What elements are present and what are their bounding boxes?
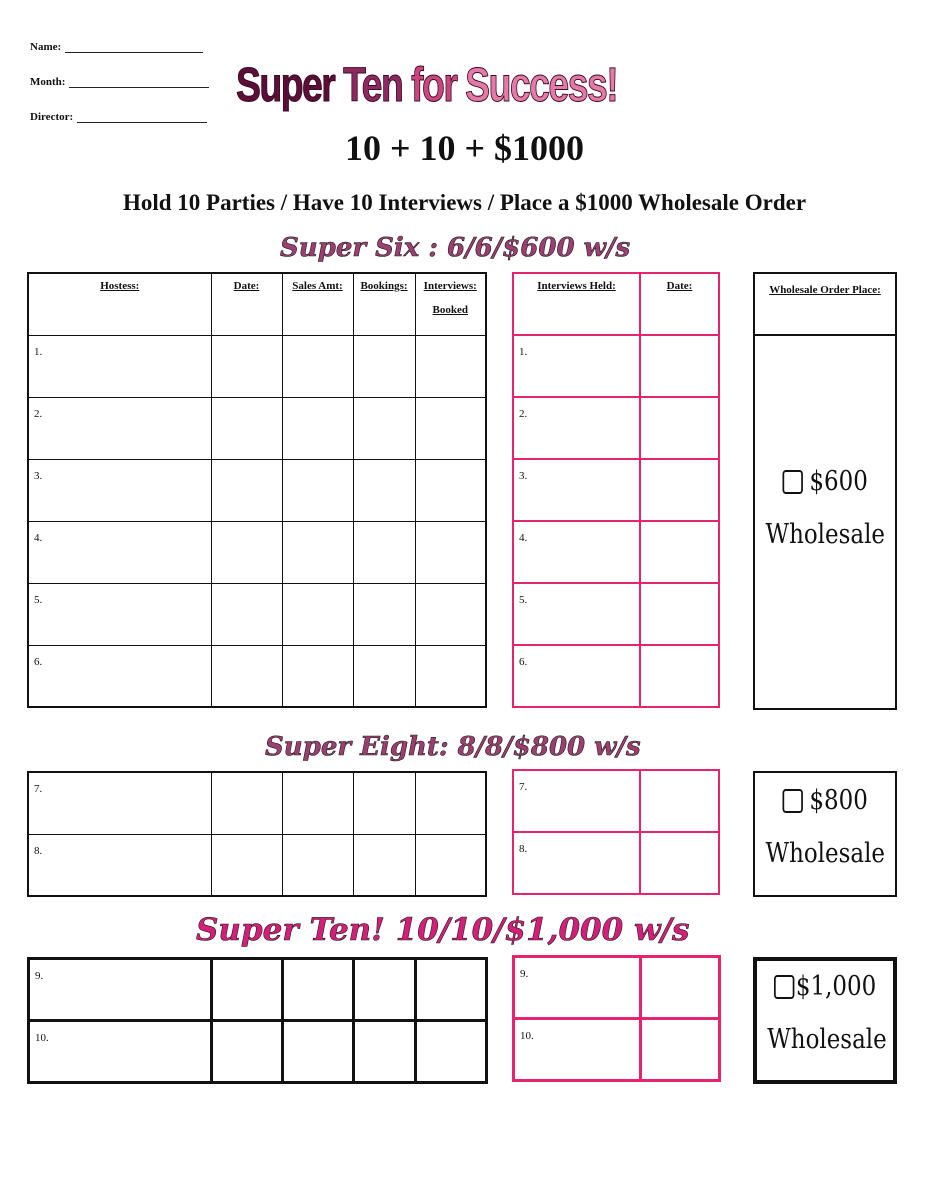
row-number: 3. (519, 470, 528, 482)
party-table-eight (27, 771, 487, 897)
table-row[interactable] (28, 583, 486, 645)
wholesale-header: Wholesale Order Place: (755, 274, 895, 336)
interview-table-six (512, 272, 720, 708)
formula-heading: 10 + 10 + $1000 (344, 128, 585, 168)
row-number: 6. (34, 655, 43, 668)
hostess-header: Hostess: (28, 273, 211, 335)
amount-800: $800 (809, 785, 868, 816)
table-row[interactable] (28, 335, 486, 397)
interviews-booked-header (415, 273, 486, 335)
row-number: 9. (520, 968, 529, 980)
interviews-header-line1: Interviews: (423, 280, 477, 292)
interviews-held-header: Interviews Held: (513, 273, 640, 335)
table-row[interactable] (28, 397, 486, 459)
row-number: 7. (519, 781, 528, 793)
wholesale-label-1000: Wholesale (767, 1024, 887, 1055)
table-row[interactable] (29, 1021, 487, 1083)
row-number: 1. (519, 346, 528, 358)
goals-heading: Hold 10 Parties / Have 10 Interviews / Place a $1000 Wholesale Order (122, 190, 807, 215)
page-title (236, 58, 617, 113)
wholesale-1000-checkbox-row[interactable] (767, 971, 883, 1002)
amount-600: $600 (809, 466, 868, 497)
director-line[interactable] (77, 110, 207, 123)
amount-1000: $1,000 (795, 971, 877, 1002)
table-row[interactable] (28, 521, 486, 583)
title-word-3: for (411, 59, 457, 112)
checkbox-800[interactable] (782, 789, 802, 813)
wholesale-box-600 (753, 272, 897, 710)
director-label: Director: (30, 111, 74, 123)
super-ten-banner: Super Ten! 10/10/$1,000 w/s (196, 912, 690, 948)
table-row[interactable] (513, 832, 719, 894)
wholesale-box-800 (753, 771, 897, 897)
party-table-six (27, 272, 487, 708)
row-number: 10. (35, 1032, 49, 1044)
date-header: Date: (211, 273, 282, 335)
wholesale-600-checkbox-row[interactable] (766, 466, 885, 497)
interview-header-row (513, 273, 719, 335)
row-number: 6. (519, 656, 528, 668)
super-eight-banner: Super Eight: 8/8/$800 w/s (265, 732, 641, 762)
title-word-1: Super (236, 59, 335, 112)
interview-table-ten (512, 955, 721, 1082)
interview-table-eight (512, 769, 720, 895)
row-number: 1. (34, 345, 43, 358)
table-row[interactable] (28, 834, 486, 896)
table-row[interactable] (28, 459, 486, 521)
row-number: 5. (34, 593, 43, 606)
table-row[interactable] (513, 335, 719, 397)
row-number: 7. (34, 783, 43, 795)
row-number: 10. (520, 1030, 534, 1042)
table-row[interactable] (513, 459, 719, 521)
row-number: 2. (519, 408, 528, 420)
month-label: Month: (30, 76, 66, 88)
director-field[interactable] (30, 110, 207, 123)
row-number: 2. (34, 407, 43, 420)
row-number: 8. (519, 843, 528, 855)
wholesale-box-1000 (753, 957, 897, 1084)
row-number: 5. (519, 594, 528, 606)
table-row[interactable] (514, 957, 720, 1019)
name-field[interactable] (30, 40, 203, 53)
interviews-header-line2: Booked (432, 304, 468, 316)
table-row[interactable] (513, 770, 719, 832)
table-row[interactable] (514, 1019, 720, 1081)
sales-header: Sales Amt: (282, 273, 353, 335)
row-number: 8. (34, 844, 43, 857)
title-word-4: Success! (465, 59, 618, 112)
checkbox-600[interactable] (782, 470, 802, 494)
row-number: 4. (34, 531, 43, 544)
month-line[interactable] (69, 75, 209, 88)
row-number: 3. (34, 469, 43, 482)
table-row[interactable] (513, 583, 719, 645)
name-line[interactable] (65, 40, 203, 53)
wholesale-800-checkbox-row[interactable] (766, 785, 885, 816)
checkbox-1000[interactable] (774, 975, 794, 999)
row-number: 4. (519, 532, 528, 544)
party-table-ten (27, 957, 488, 1084)
name-label: Name: (30, 41, 62, 53)
row-number: 9. (35, 970, 44, 982)
table-row[interactable] (513, 521, 719, 583)
interview-date-header: Date: (640, 273, 719, 335)
table-row[interactable] (28, 645, 486, 707)
title-word-2: Ten (343, 59, 403, 112)
bookings-header: Bookings: (353, 273, 415, 335)
table-row[interactable] (513, 397, 719, 459)
wholesale-label-600: Wholesale (765, 519, 885, 550)
table-row[interactable] (513, 645, 719, 707)
super-six-banner: Super Six : 6/6/$600 w/s (280, 233, 631, 263)
party-header-row (28, 273, 486, 335)
month-field[interactable] (30, 75, 209, 88)
table-row[interactable] (29, 959, 487, 1021)
wholesale-label-800: Wholesale (765, 838, 885, 869)
table-row[interactable] (28, 772, 486, 834)
